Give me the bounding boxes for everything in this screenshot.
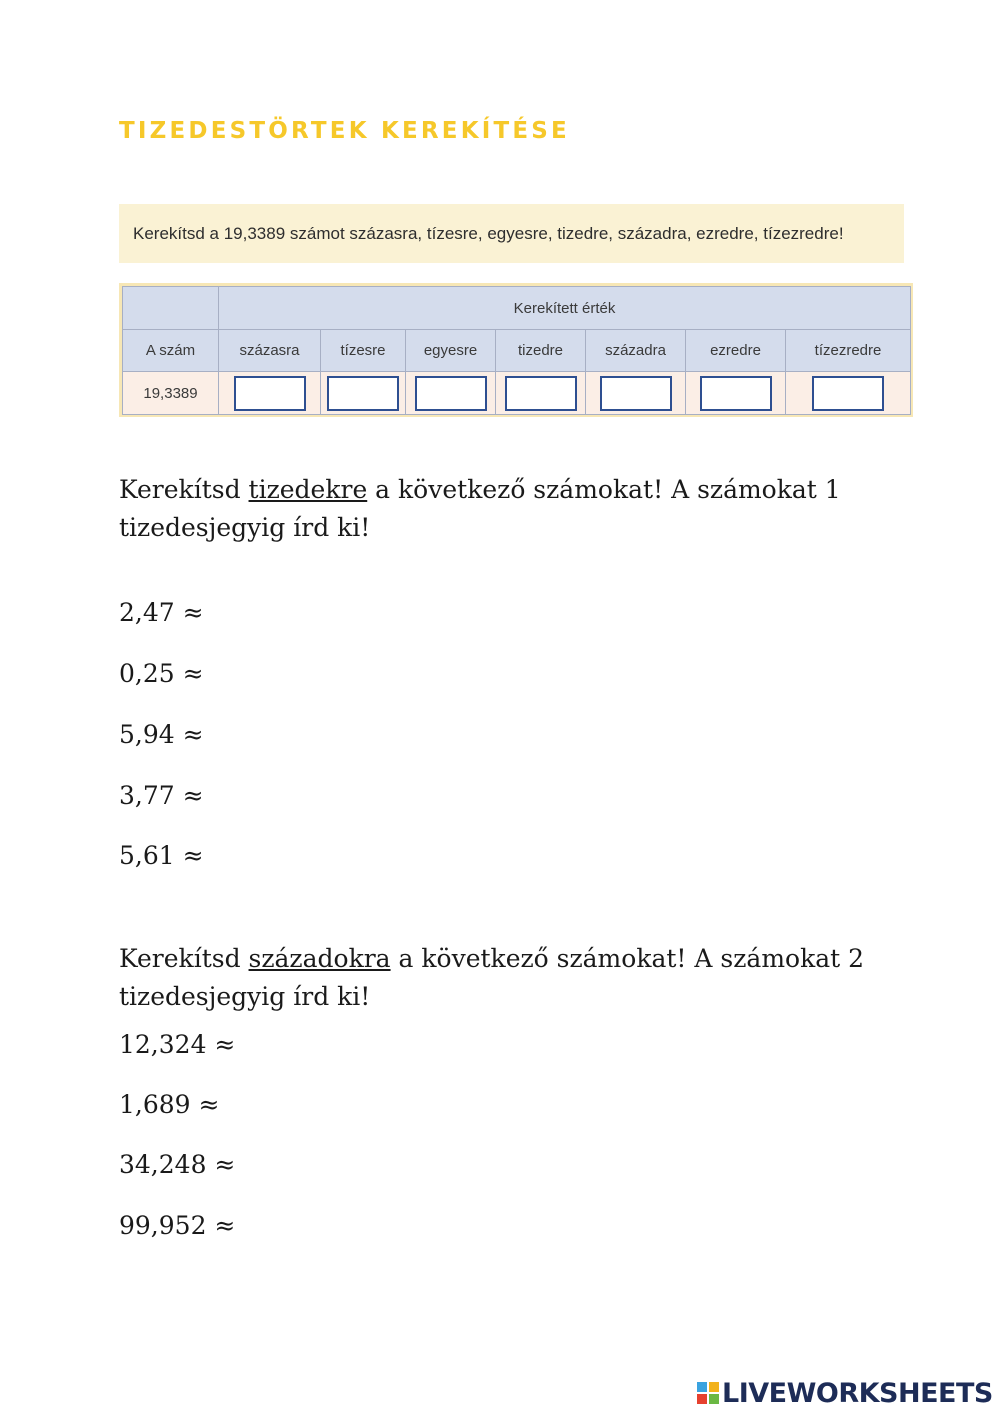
section2-instruction	[119, 940, 899, 1016]
rounding-table-wrapper	[119, 283, 913, 417]
instruction-text: tizedesjegyig írd ki!	[119, 513, 371, 542]
number-cell: 19,3389	[123, 372, 219, 415]
answer-cell	[686, 372, 786, 415]
column-header: tízesre	[321, 330, 406, 372]
instruction-keyword: tizedekre	[248, 475, 368, 504]
answer-input-tizesre[interactable]	[327, 376, 399, 411]
column-header: egyesre	[406, 330, 496, 372]
row-header: A szám	[123, 330, 219, 372]
group-header: Kerekített érték	[219, 287, 911, 330]
rounding-table	[122, 286, 911, 415]
instruction-text: Kerekítsd	[119, 475, 249, 504]
answer-input-szazasra[interactable]	[234, 376, 306, 411]
answer-cell	[786, 372, 911, 415]
worksheet-title: TIZEDESTÖRTEK KEREKÍTÉSE	[119, 118, 570, 144]
column-header: tizedre	[496, 330, 586, 372]
instruction-text: a következő számokat! A számokat 2	[390, 944, 865, 973]
column-header: tízezredre	[786, 330, 911, 372]
instruction-text: Kerekítsd	[119, 944, 249, 973]
column-header: százasra	[219, 330, 321, 372]
exercise-item: 0,25 ≈	[119, 659, 204, 688]
task-text: Kerekítsd a 19,3389 számot százasra, tízesre, egyesre, tizedre, századra, ezredre, tízezredre!	[133, 223, 844, 243]
task-box	[119, 204, 904, 263]
answer-input-ezredre[interactable]	[700, 376, 772, 411]
exercise-item: 1,689 ≈	[119, 1090, 220, 1119]
liveworksheets-logo	[697, 1376, 993, 1410]
answer-cell	[219, 372, 321, 415]
exercise-item: 5,94 ≈	[119, 720, 204, 749]
answer-cell	[496, 372, 586, 415]
column-header: ezredre	[686, 330, 786, 372]
logo-squares-icon	[697, 1382, 719, 1404]
answer-input-szazadra[interactable]	[600, 376, 672, 411]
answer-input-egyesre[interactable]	[415, 376, 487, 411]
answer-cell	[406, 372, 496, 415]
instruction-text: tizedesjegyig írd ki!	[119, 982, 371, 1011]
exercise-item: 34,248 ≈	[119, 1150, 236, 1179]
exercise-item: 3,77 ≈	[119, 781, 204, 810]
instruction-keyword: századokra	[248, 944, 391, 973]
exercise-item: 5,61 ≈	[119, 841, 204, 870]
answer-input-tizezredre[interactable]	[812, 376, 884, 411]
exercise-item: 2,47 ≈	[119, 598, 204, 627]
logo-text: LIVEWORKSHEETS	[722, 1377, 993, 1409]
column-header: századra	[586, 330, 686, 372]
answer-input-tizedre[interactable]	[505, 376, 577, 411]
answer-cell	[586, 372, 686, 415]
table-corner-cell	[123, 287, 219, 330]
exercise-item: 99,952 ≈	[119, 1211, 236, 1240]
instruction-text: a következő számokat! A számokat 1	[367, 475, 841, 504]
answer-cell	[321, 372, 406, 415]
section1-instruction	[119, 471, 899, 547]
exercise-item: 12,324 ≈	[119, 1030, 236, 1059]
